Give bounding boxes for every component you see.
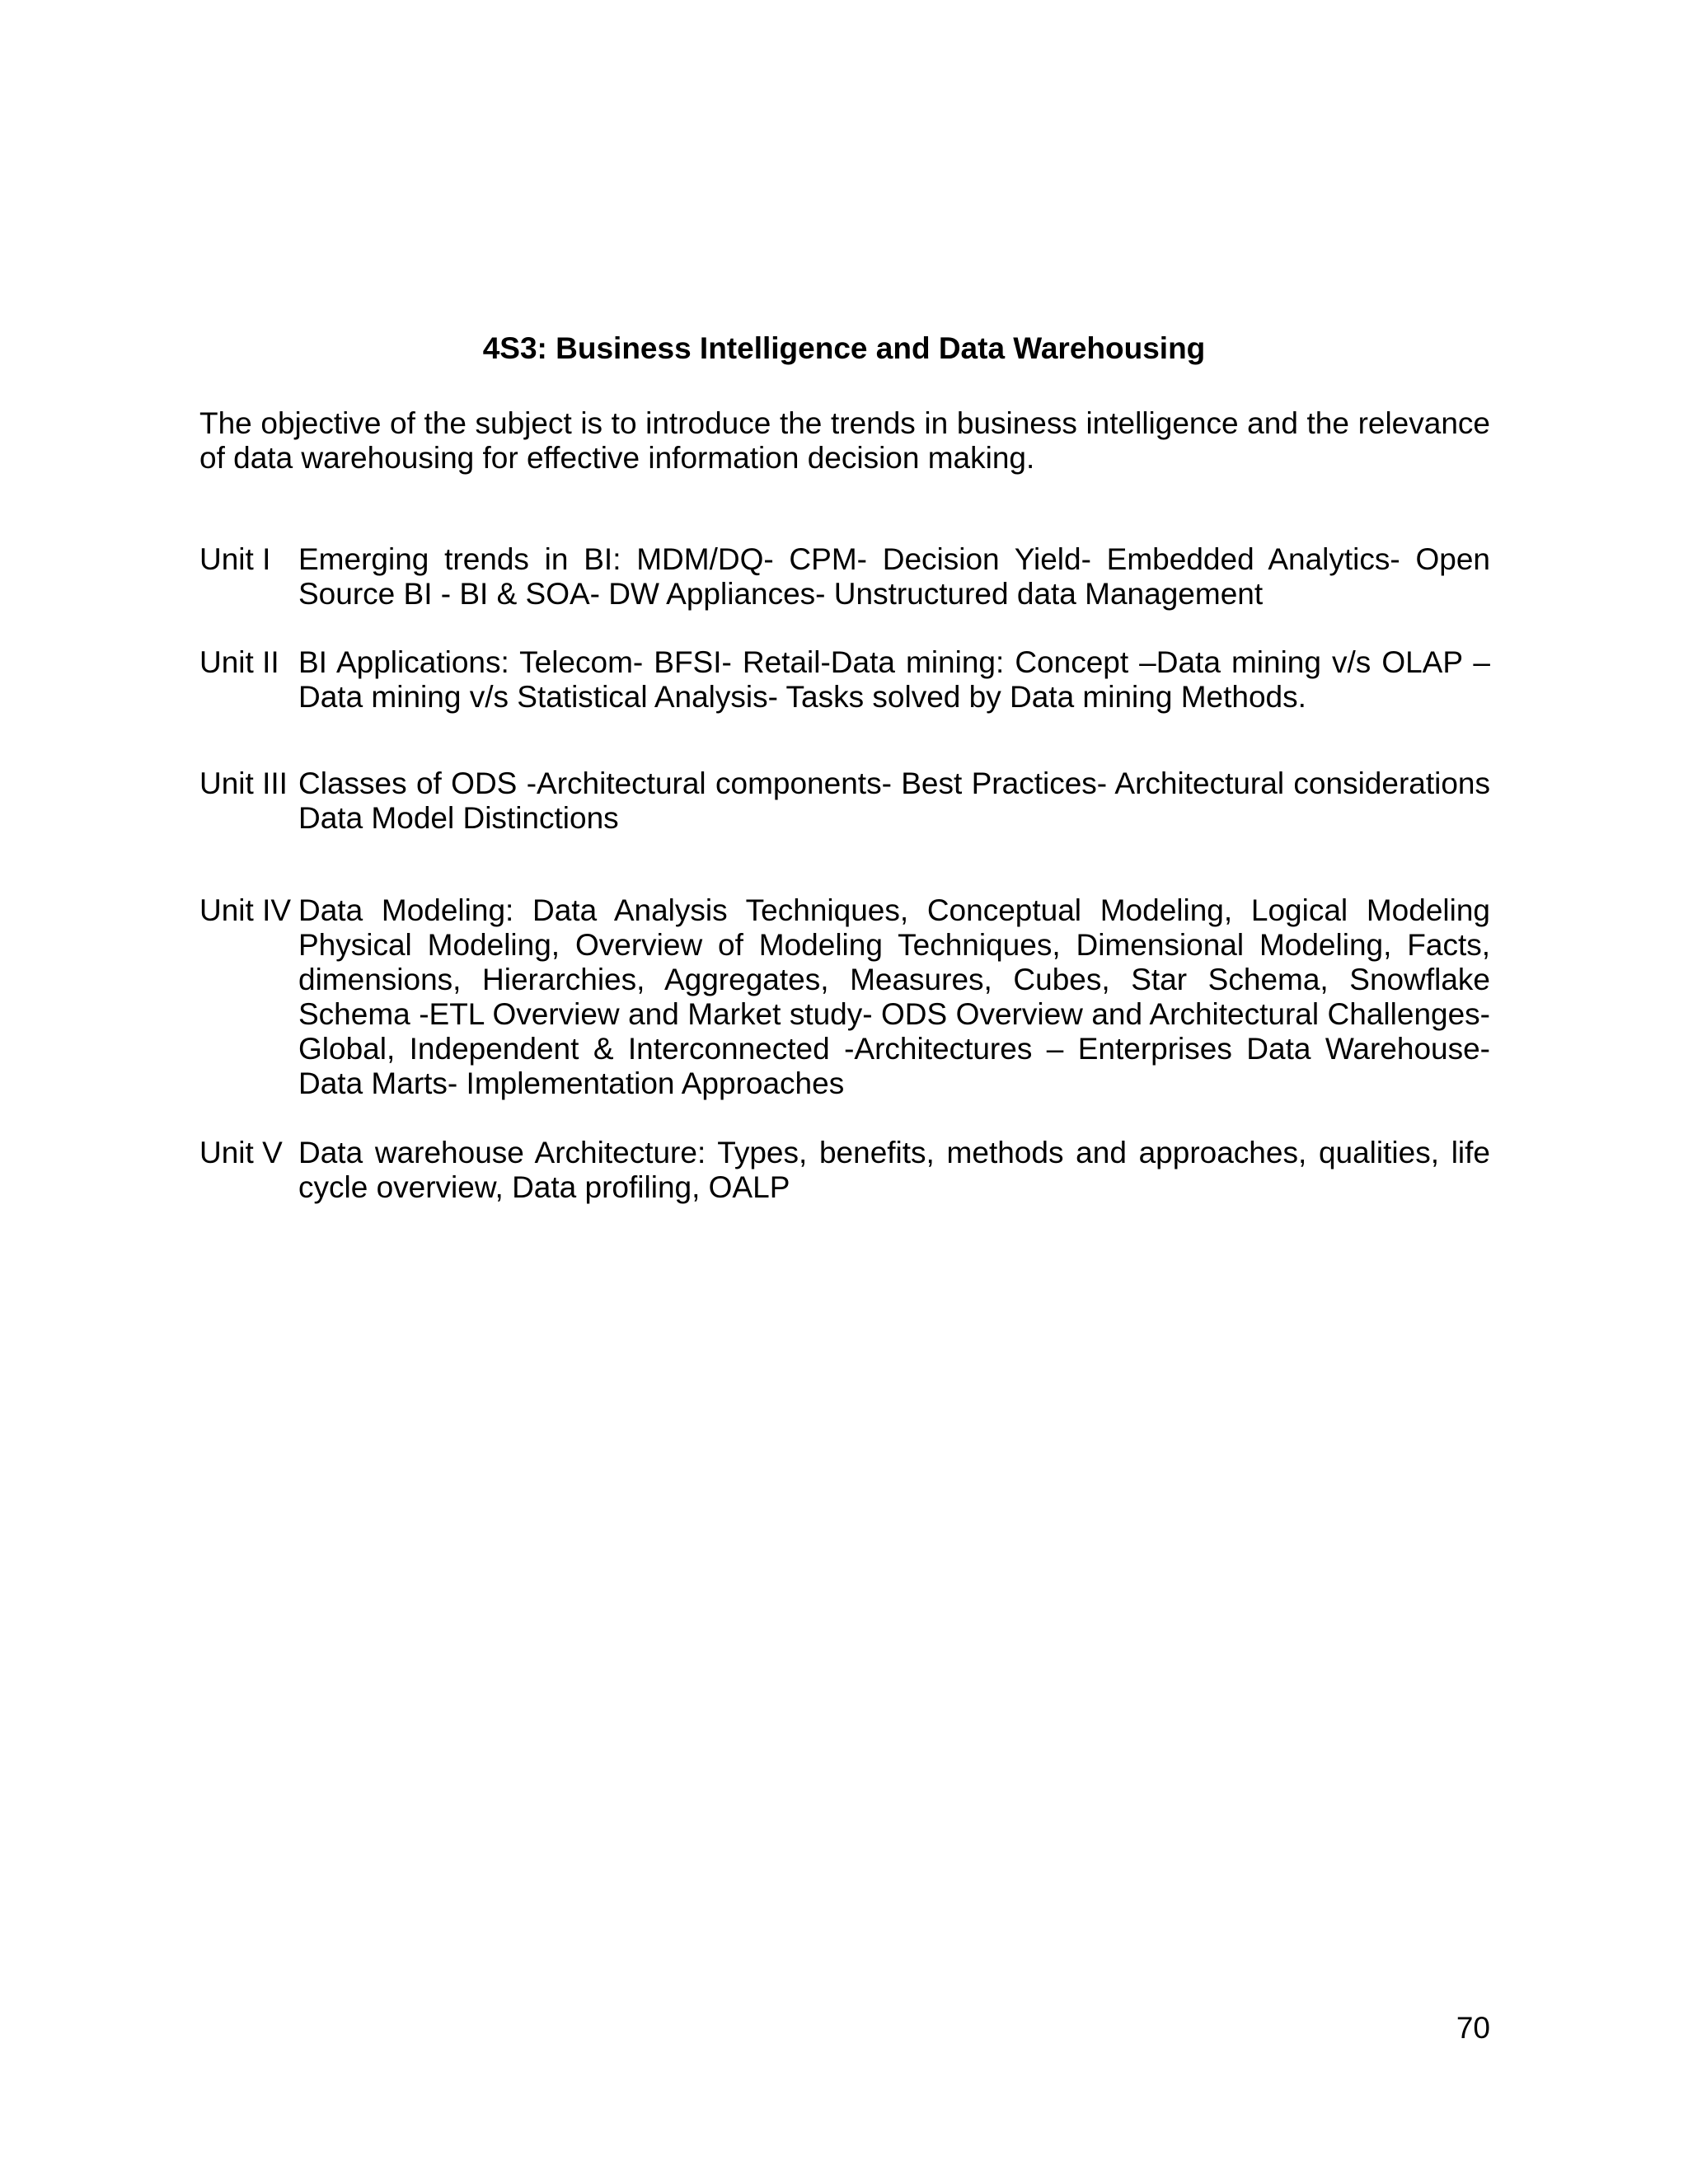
unit-3-label: Unit III <box>199 766 288 800</box>
unit-2-label: Unit II <box>199 645 279 679</box>
document-title: 4S3: Business Intelligence and Data Warehousing <box>482 331 1206 365</box>
unit-3-text: Classes of ODS -Architectural components- Best Practices- Architectural considerations Data Model Distinctions <box>298 766 1490 835</box>
unit-4-text: Data Modeling: Data Analysis Techniques, Conceptual Modeling, Logical Modeling Physical Modeling, Overview of Modeling Techniques, Dimensional Modeling, Facts, dimensions, Hierarchies, Aggregates, Measures, Cubes, Star Schema, Snowflake Schema -ETL Overview and Market study- ODS Overview and Architectural Challenges- Global, Independent & Interconnected -Architectures – Enterprises Data Warehouse- Data Marts- Implementation Approaches <box>298 893 1490 1100</box>
page-number: 70 <box>1456 2011 1490 2045</box>
unit-1-text: Emerging trends in BI: MDM/DQ- CPM- Decision Yield- Embedded Analytics- Open Source BI - BI & SOA- DW Appliances- Unstructured data Management <box>298 542 1490 611</box>
unit-5-label: Unit V <box>199 1136 283 1169</box>
unit-1-label: Unit I <box>199 542 271 576</box>
unit-2-text: BI Applications: Telecom- BFSI- Retail-Data mining: Concept –Data mining v/s OLAP – Data mining v/s Statistical Analysis- Tasks solved by Data mining Methods. <box>298 645 1490 714</box>
unit-4-label: Unit IV <box>199 893 292 927</box>
unit-5-text: Data warehouse Architecture: Types, benefits, methods and approaches, qualities, life cycle overview, Data profiling, OALP <box>298 1136 1490 1204</box>
objective-paragraph: The objective of the subject is to introduce the trends in business intelligence and the relevance of data warehousing for effective information decision making. <box>199 406 1490 475</box>
